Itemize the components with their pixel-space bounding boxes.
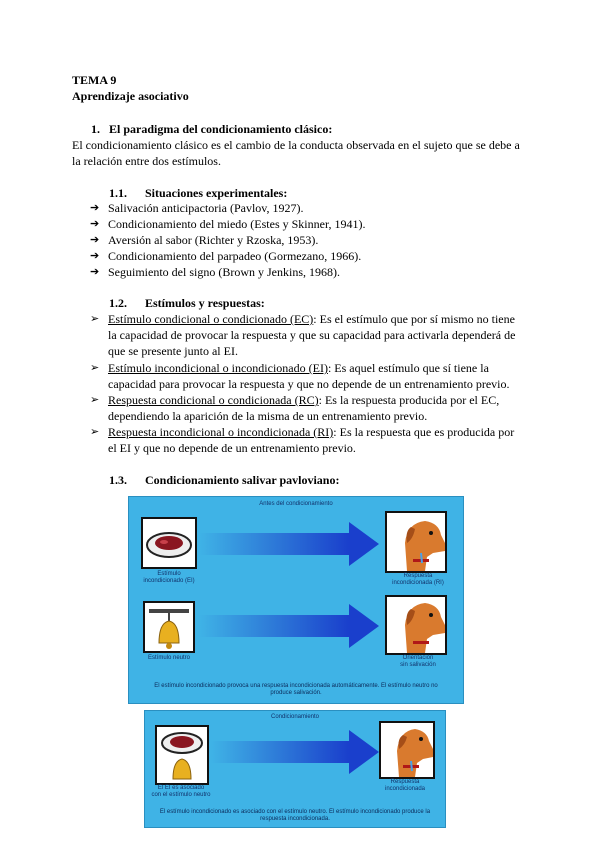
chevron-bullet-icon: ➢ — [90, 313, 100, 325]
meat-icon — [143, 519, 195, 567]
bell-icon — [145, 603, 193, 651]
dog-image — [379, 721, 435, 779]
definition-text: : Es aquel estímulo que sí tiene la — [327, 361, 489, 375]
chevron-bullet-icon: ➢ — [90, 426, 100, 438]
caption-dog-line1: Respuesta — [403, 573, 433, 579]
definition-ei — [108, 360, 489, 376]
food-bell-image — [155, 725, 209, 785]
term-ei: Estímulo incondicional o incondicionado (EI) — [108, 361, 328, 375]
definition-ec — [108, 311, 515, 327]
section11-number: 1.1. — [109, 186, 127, 200]
section12-title: Estímulos y respuestas: — [145, 296, 265, 310]
caption-bell: Estímulo neutro — [147, 655, 191, 661]
caption-right-line1: Respuesta — [390, 779, 420, 785]
arrow-bullet-icon: ➔ — [90, 218, 100, 230]
term-ri: Respuesta incondicional o incondicionada (RI) — [108, 425, 334, 439]
tema-heading: TEMA 9 — [72, 73, 117, 87]
arrow-bullet-icon: ➔ — [90, 234, 100, 246]
list-item: Seguimiento del signo (Brown y Jenkins, 1968). — [108, 265, 340, 279]
figure2-footer-line1: El estímulo incondicionado es asociado con el estímulo neutro. El estímulo incondicionado produce la — [159, 809, 431, 815]
definition-text: : Es la respuesta producida por el EC, — [318, 393, 500, 407]
meat-and-bell-icon — [157, 727, 207, 783]
section1-paragraph-line2: la relación entre dos estímulos. — [72, 154, 221, 168]
dog-salivating-icon — [381, 723, 433, 777]
figure1-footer-line2: produce salivación. — [270, 690, 322, 696]
definition-text: : Es la respuesta que es producida por — [333, 425, 515, 439]
figure-conditioning — [144, 710, 446, 828]
arrow-bullet-icon: ➔ — [90, 250, 100, 262]
figure2-footer-line2: respuesta incondicionada. — [260, 816, 330, 822]
caption-right-line2: incondicionada — [384, 786, 426, 792]
figure-title: Antes del condicionamiento — [259, 501, 333, 507]
list-item: Salivación anticipactoria (Pavlov, 1927). — [108, 201, 304, 215]
term-rc: Respuesta condicional o condicionada (RC) — [108, 393, 319, 407]
chevron-bullet-icon: ➢ — [90, 394, 100, 406]
figure1-footer-line1: El estímulo incondicionado provoca una respuesta incondicionada automáticamente. El estímulo neutro no — [154, 683, 438, 689]
definition-text: dependiendo la aparición de la misma de un entrenamiento previo. — [108, 409, 428, 423]
list-item: Aversión al sabor (Richter y Rzoska, 1953). — [108, 233, 319, 247]
list-item: Condicionamiento del miedo (Estes y Skinner, 1941). — [108, 217, 366, 231]
caption-left-line1: El EI es asociado — [157, 785, 205, 791]
caption-left-line2: con el estímulo neutro — [151, 792, 211, 798]
chevron-bullet-icon: ➢ — [90, 362, 100, 374]
section13-title: Condicionamiento salivar pavloviano: — [145, 473, 340, 487]
dog-image — [385, 511, 447, 573]
tema-subtitle: Aprendizaje asociativo — [72, 89, 189, 103]
bell-image — [143, 601, 195, 653]
definition-text: que se presente junto al EI. — [108, 344, 238, 358]
section1-title: El paradigma del condicionamiento clásico: — [109, 122, 333, 136]
list-item: Condicionamiento del parpadeo (Gormezano, 1966). — [108, 249, 362, 263]
definition-rc — [108, 392, 499, 408]
definition-text: capacidad para provocar la respuesta y que no depende de un entrenamiento previo. — [108, 377, 510, 391]
definition-text: : Es el estímulo que por sí mismo no tiene — [313, 312, 515, 326]
dog-image — [385, 595, 447, 655]
section12-number: 1.2. — [109, 296, 127, 310]
food-image — [141, 517, 197, 569]
definition-text: la capacidad de provocar la respuesta y que su capacidad para activarla dependerá de — [108, 328, 516, 342]
caption-food-line1: Estímulo — [157, 571, 181, 577]
term-ec: Estímulo condicional o condicionado (EC) — [108, 312, 314, 326]
caption-dog-line2: incondicionada (RI) — [392, 580, 444, 586]
section11-title: Situaciones experimentales: — [145, 186, 288, 200]
section1-paragraph-line1: El condicionamiento clásico es el cambio de la conducta observada en el sujeto que se debe a — [72, 138, 520, 152]
dog-oriented-icon — [387, 597, 445, 653]
arrow-bullet-icon: ➔ — [90, 266, 100, 278]
arrow-bullet-icon: ➔ — [90, 202, 100, 214]
definition-ri — [108, 424, 514, 440]
section13-number: 1.3. — [109, 473, 127, 487]
figure-title: Condicionamiento — [270, 714, 320, 720]
caption-dog2-line2: sin salivación — [400, 662, 436, 668]
section1-number: 1. — [91, 122, 100, 136]
definition-text: el EI y que no depende de un entrenamiento previo. — [108, 441, 356, 455]
caption-food-line2: incondicionado (EI) — [143, 578, 195, 584]
figure-before-conditioning — [128, 496, 464, 704]
arrow-icon — [349, 522, 379, 566]
arrow-icon — [349, 604, 379, 648]
arrow-icon — [349, 730, 379, 774]
caption-dog2-line1: Orientación — [402, 655, 434, 661]
dog-salivating-icon — [387, 513, 445, 571]
